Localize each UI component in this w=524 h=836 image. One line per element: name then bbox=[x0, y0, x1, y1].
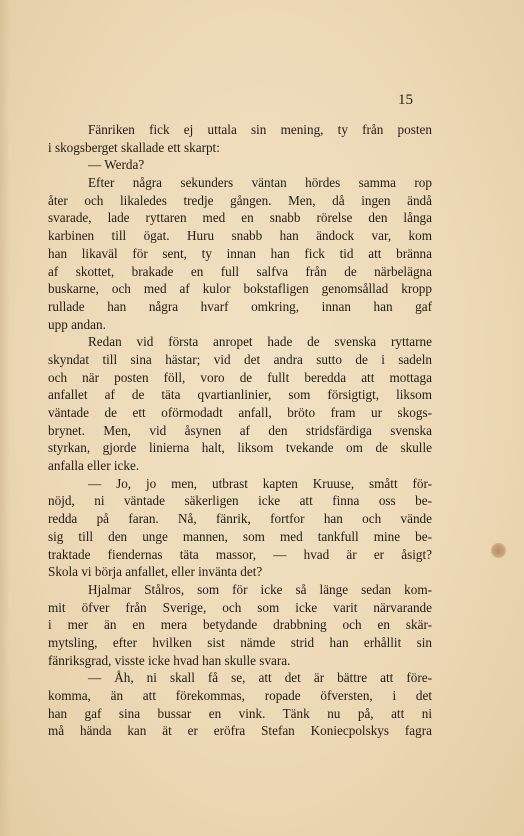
text-line: och när posten föll, voro de fullt beredda att mottaga bbox=[48, 369, 432, 385]
text-line: anfalla eller icke. bbox=[48, 458, 140, 474]
text-line: af skottet, brakade en full salfva från de närbelägna bbox=[48, 263, 432, 279]
text-line: må hända kan ät er eröfra Stefan Koniecpolskys fagra bbox=[48, 723, 432, 739]
text-line: brynet. Men, vid åsynen af den stridsfärdiga svenska bbox=[48, 422, 432, 438]
body-text bbox=[48, 121, 432, 740]
text-line: — Åh, ni skall få se, att det är bättre att före- bbox=[88, 670, 432, 686]
text-line: Skola vi börja anfallet, eller invänta det? bbox=[48, 564, 263, 580]
text-line: buskarne, och med af kulor bokstafligen genomsållad kropp bbox=[48, 281, 432, 297]
text-line: — Werda? bbox=[88, 157, 145, 173]
text-line: Hjalmar Stålros, som för icke så länge sedan kom- bbox=[88, 581, 432, 597]
text-line: Redan vid första anropet hade de svenska ryttarne bbox=[88, 334, 432, 350]
text-line: komma, än att förekommas, ropade öfversten, i det bbox=[48, 688, 432, 703]
text-line: svarade, lade ryttaren med en snabb rörelse den långa bbox=[48, 210, 432, 226]
text-line: skyndat till sina hästar; vid det andra sutto de i sadeln bbox=[48, 351, 432, 367]
text-line: väntade de ett oförmodadt anfall, bröto fram ur skogs- bbox=[48, 405, 432, 420]
text-line: sig till den unge mannen, som med tankfull mine be- bbox=[48, 528, 432, 544]
text-line: nöjd, ni väntade säkerligen icke att finna oss be- bbox=[48, 493, 432, 509]
text-line: — Jo, jo men, utbrast kapten Kruuse, smått för- bbox=[88, 475, 432, 491]
text-line: han likaväl för sent, ty innan han fick tid att bränna bbox=[48, 245, 432, 261]
text-line: i mer än en mera betydande drabbning och en skär- bbox=[48, 617, 432, 633]
text-line: upp andan. bbox=[48, 316, 106, 332]
text-line: traktade fiendernas täta massor, — hvad är er åsigt? bbox=[48, 546, 432, 562]
text-line: anfallet af de täta qvartianlinier, som försigtigt, liksom bbox=[48, 387, 432, 403]
text-line: i skogsberget skallade ett skarpt: bbox=[48, 139, 220, 155]
text-line: Efter några sekunders väntan hördes samma rop bbox=[88, 175, 432, 191]
paper-stain bbox=[491, 543, 506, 558]
text-line: Fänriken fick ej uttala sin mening, ty från posten bbox=[88, 122, 432, 137]
text-line: åter och likaledes tredje gången. Men, då ingen ändå bbox=[48, 192, 432, 208]
text-line: fänriksgrad, visste icke hvad han skulle svara. bbox=[48, 652, 291, 668]
text-line: karbinen till ögat. Huru snabb han ändock var, kom bbox=[48, 228, 432, 244]
text-line: han gaf sina bussar en vink. Tänk nu på, att ni bbox=[48, 705, 432, 721]
text-line: redda på faran. Nå, fänrik, fortfor han och vände bbox=[48, 511, 432, 527]
text-line: styrkan, gjorde linierna halt, liksom tvekande om de skulle bbox=[48, 440, 432, 456]
text-line: mytsling, efter hvilken sist nämde strid han erhållit sin bbox=[48, 634, 432, 650]
text-line: rullade han några hvarf omkring, innan han gaf bbox=[48, 298, 432, 314]
text-line: mit öfver från Sverige, och som icke varit närvarande bbox=[48, 599, 432, 615]
page-number: 15 bbox=[398, 92, 413, 108]
